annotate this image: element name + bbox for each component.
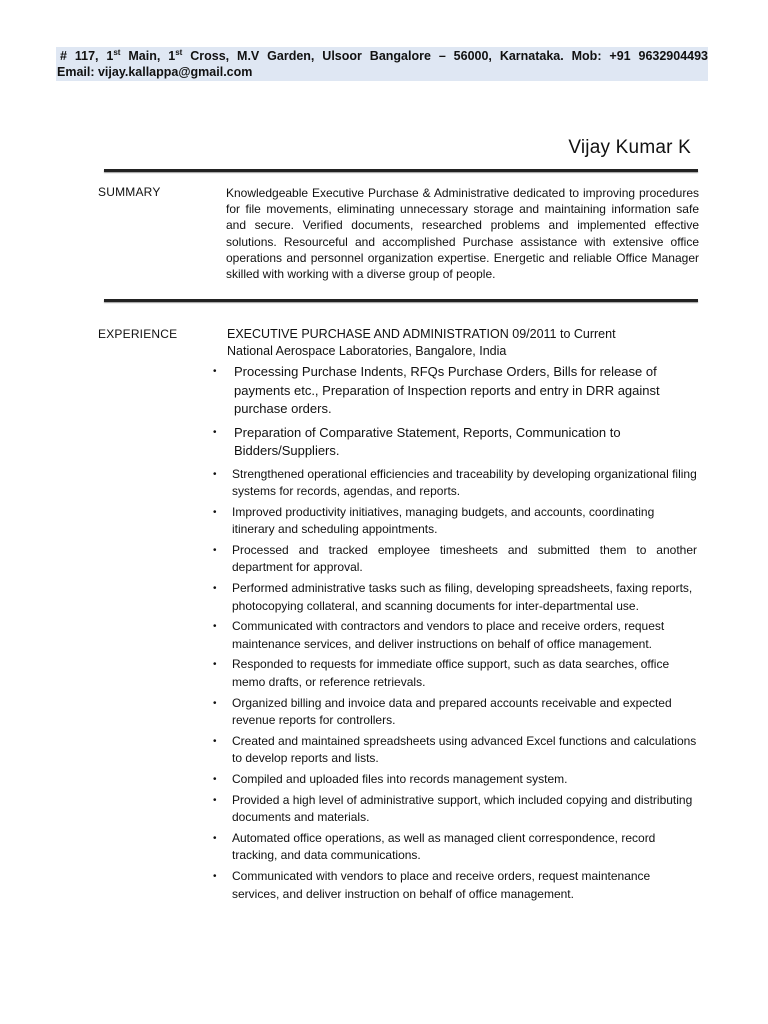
bullet-icon: • <box>213 468 217 480</box>
email-line: Email: vijay.kallappa@gmail.com <box>57 65 253 79</box>
list-item: • Automated office operations, as well as managed client correspondence, record tracking, and data communications. <box>213 830 656 863</box>
bullet-icon: • <box>213 659 217 671</box>
ordinal-suffix: st <box>175 47 183 57</box>
ordinal-suffix: st <box>113 47 121 57</box>
job-title-text: EXECUTIVE PURCHASE AND ADMINISTRATION <box>227 327 509 341</box>
list-item: • Provided a high level of administrative support, which included copying and distributing documents and materials. <box>213 792 693 825</box>
list-item: • Compiled and uploaded files into records management system. <box>213 771 697 789</box>
bullet-icon: • <box>213 735 217 747</box>
summary-heading: SUMMARY <box>98 185 161 199</box>
list-item: • Strengthened operational efficiencies and traceability by developing organizational filing systems for records, agendas, and reports. <box>213 466 697 499</box>
bullet-icon: • <box>213 426 217 438</box>
job-dates: 09/2011 to Current <box>508 327 616 341</box>
list-item: • Preparation of Comparative Statement, Reports, Communication to Bidders/Suppliers. <box>213 424 621 458</box>
contact-header <box>56 47 708 81</box>
list-item: • Communicated with contractors and vendors to place and receive orders, request maintenance services, and deliver instructions on behalf of office management. <box>213 619 665 651</box>
bullet-icon: • <box>213 621 217 633</box>
list-item: • Organized billing and invoice data and prepared accounts receivable and expected revenue reports for controllers. <box>213 695 672 728</box>
candidate-name: Vijay Kumar K <box>568 137 691 158</box>
list-item: • Processed and tracked employee timesheets and submitted them to another department for approval. <box>213 542 697 575</box>
bullet-icon: • <box>213 832 217 844</box>
divider-rule <box>104 169 698 172</box>
list-item: • Communicated with vendors to place and receive orders, request maintenance services, and deliver instruction on behalf of office management. <box>213 868 651 901</box>
list-item: • Improved productivity initiatives, managing budgets, and accounts, coordinating itinerary and scheduling appointments. <box>213 504 655 537</box>
list-item: • Created and maintained spreadsheets using advanced Excel functions and calculations to develop reports and lists. <box>213 733 697 766</box>
address-main: Main, 1 <box>120 49 176 63</box>
bullet-icon: • <box>213 506 217 518</box>
address-rest: Cross, M.V Garden, Ulsoor Bangalore – 56000, Karnataka. Mob: +91 9632904493 <box>182 49 709 63</box>
job-title <box>227 327 616 341</box>
employer: National Aerospace Laboratories, Bangalore, India <box>227 344 507 358</box>
bullet-icon: • <box>213 774 217 785</box>
divider-rule <box>104 299 698 302</box>
bullet-icon: • <box>213 870 217 882</box>
bullet-icon: • <box>213 583 217 595</box>
bullet-icon: • <box>213 697 217 709</box>
summary-text: Knowledgeable Executive Purchase & Administrative dedicated to improving procedures for file movements, eliminating unnecessary storage and maintaining information safe and secure. Verified documents, researched problems and implemented effective solutions. Resourceful and accomplished Purchase assistance with extensive office operations and personnel organization expertise. Energetic and reliable Office Manager skilled with working with a diverse group of people. <box>226 186 699 282</box>
list-item: • Performed administrative tasks such as filing, developing spreadsheets, faxing reports, photocopying collateral, and scanning documents for inter-departmental use. <box>213 581 693 613</box>
bullet-icon: • <box>213 544 217 556</box>
address-number: # 117, 1 <box>60 49 114 63</box>
bullet-icon: • <box>213 794 217 806</box>
list-item: • Responded to requests for immediate office support, such as data searches, office memo drafts, or reference retrievals. <box>213 657 670 690</box>
list-item: • Processing Purchase Indents, RFQs Purchase Orders, Bills for release of payments etc., Preparation of Inspection reports and entry in DRR against purchase orders. <box>213 364 660 416</box>
experience-heading: EXPERIENCE <box>98 327 178 341</box>
address-line <box>60 48 708 65</box>
bullet-icon: • <box>213 366 217 377</box>
experience-bullet-list <box>213 363 697 906</box>
